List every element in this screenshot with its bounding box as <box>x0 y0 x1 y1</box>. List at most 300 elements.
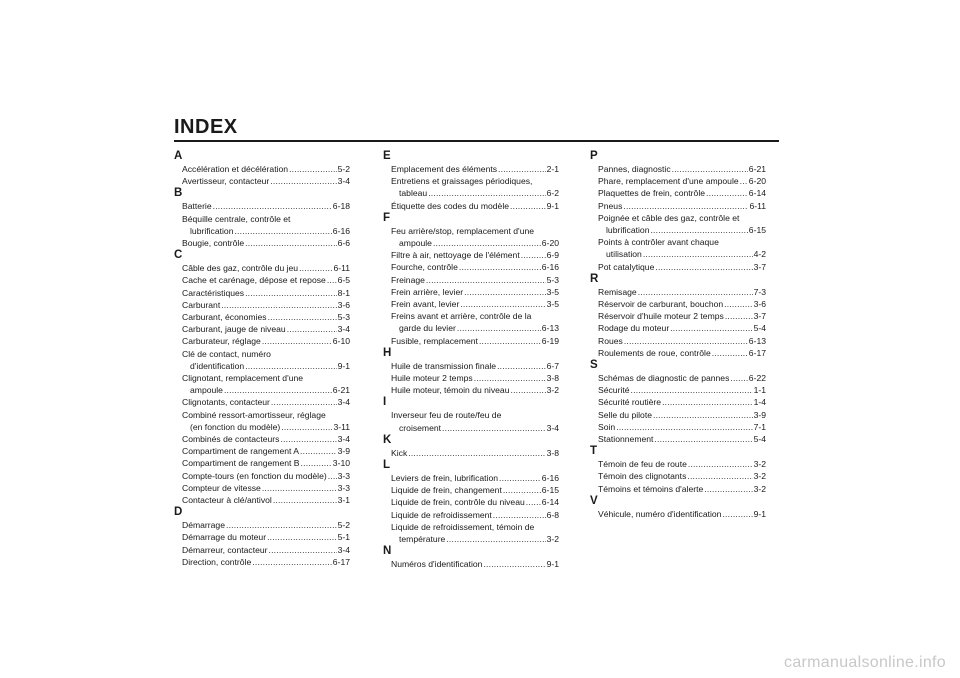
leader-dots <box>300 445 337 457</box>
page-number: 5-2 <box>337 164 350 174</box>
leader-dots <box>328 470 337 482</box>
leader-dots <box>281 421 332 433</box>
entry-text: Témoin de feu de route <box>598 459 687 470</box>
entry-text: croisement <box>399 422 442 433</box>
leader-dots <box>499 472 541 484</box>
leader-dots <box>624 335 748 347</box>
leader-dots <box>289 163 337 175</box>
page-title: INDEX <box>174 116 238 138</box>
index-entry <box>590 286 766 298</box>
page-number: 3-4 <box>337 434 350 445</box>
entry-text: Numéros d'identification <box>391 559 483 570</box>
entry-text: Compteur de vitesse <box>182 482 261 493</box>
leader-dots <box>474 372 546 384</box>
page-number: 3-4 <box>337 324 350 335</box>
entry-text: Leviers de frein, lubrification <box>391 473 498 484</box>
entry-text: Entretiens et graissages périodiques, <box>391 176 533 187</box>
index-entry <box>590 458 766 470</box>
index-entry <box>590 421 766 433</box>
page-number: 3-9 <box>337 446 350 457</box>
leader-dots <box>521 249 546 261</box>
entry-text: garde du levier <box>399 323 456 334</box>
index-column-3 <box>590 150 766 520</box>
leader-dots <box>271 396 337 408</box>
index-section <box>590 359 766 445</box>
leader-dots <box>638 286 753 298</box>
index-entry <box>383 372 559 384</box>
page-number: 3-6 <box>337 299 350 310</box>
entry-text: Phare, remplacement d'une ampoule <box>598 176 739 187</box>
entry-text: Véhicule, numéro d'identification <box>598 508 722 519</box>
index-entry <box>174 323 350 335</box>
page-number: 6-16 <box>332 225 350 236</box>
page-number: 3-10 <box>332 458 350 469</box>
leader-dots <box>643 248 753 260</box>
index-entry <box>383 225 559 249</box>
page-number: 5-4 <box>753 434 766 445</box>
index-column-2 <box>383 150 559 570</box>
entry-text: Carburateur, réglage <box>182 336 261 347</box>
section-letter: D <box>174 506 183 519</box>
leader-dots <box>460 298 545 310</box>
index-entry <box>383 298 559 310</box>
section-letter: A <box>174 150 183 162</box>
page-number: 6-20 <box>748 176 766 187</box>
leader-dots <box>457 322 541 334</box>
leader-dots <box>687 470 752 482</box>
page-number: 8-1 <box>337 287 350 298</box>
page-number: 9-1 <box>546 559 559 570</box>
entry-text: Avertisseur, contacteur <box>182 176 270 187</box>
page-number: 6-8 <box>546 509 559 520</box>
entry-text: Cache et carénage, dépose et repose <box>182 275 326 286</box>
leader-dots <box>408 447 545 459</box>
index-section <box>174 150 350 187</box>
entry-text: Filtre à air, nettoyage de l'élément <box>391 250 520 261</box>
index-entry <box>383 447 559 459</box>
index-entry <box>174 372 350 396</box>
index-entry <box>174 531 350 543</box>
index-entry <box>590 163 766 175</box>
index-entry <box>383 163 559 175</box>
index-entry <box>590 409 766 421</box>
page-number: 3-5 <box>546 286 559 297</box>
page-number: 6-16 <box>541 262 559 273</box>
leader-dots <box>273 494 337 506</box>
entry-text: Plaquettes de frein, contrôle <box>598 188 706 199</box>
page-number: 6-22 <box>748 373 766 384</box>
leader-dots <box>510 200 546 212</box>
index-section <box>383 396 559 433</box>
index-entry <box>383 274 559 286</box>
entry-text: lubrification <box>606 225 650 236</box>
page-number: 3-4 <box>337 544 350 555</box>
index-entry <box>383 335 559 347</box>
leader-dots <box>483 558 545 570</box>
page-number: 3-4 <box>337 397 350 408</box>
entry-text: Bougie, contrôle <box>182 238 245 249</box>
leader-dots <box>299 262 332 274</box>
page-number: 3-2 <box>753 471 766 482</box>
entry-text: Carburant, économies <box>182 312 267 323</box>
leader-dots <box>688 458 753 470</box>
leader-dots <box>479 335 541 347</box>
leader-dots <box>262 335 332 347</box>
entry-text: Freins avant et arrière, contrôle de la <box>391 311 532 322</box>
leader-dots <box>268 311 337 323</box>
entry-text: Carburant, jauge de niveau <box>182 324 286 335</box>
entry-text: température <box>399 534 446 545</box>
page-number: 6-17 <box>748 347 766 358</box>
leader-dots <box>426 274 546 286</box>
entry-text: Inverseur feu de route/feu de <box>391 410 502 421</box>
section-letter: I <box>383 396 387 409</box>
index-entry <box>174 274 350 286</box>
page-number: 3-1 <box>337 495 350 506</box>
entry-text: Béquille centrale, contrôle et <box>182 213 291 224</box>
entry-text: Clignotant, remplacement d'une <box>182 373 304 384</box>
leader-dots <box>262 482 337 494</box>
page-number: 3-2 <box>546 534 559 545</box>
entry-text: Selle du pilote <box>598 409 652 420</box>
entry-text: Démarrage du moteur <box>182 532 267 543</box>
index-entry <box>383 286 559 298</box>
page-number: 9-1 <box>753 508 766 519</box>
entry-text: Carburant <box>182 299 221 310</box>
page-number: 6-14 <box>748 188 766 199</box>
entry-text: Réservoir de carburant, bouchon <box>598 299 724 310</box>
leader-dots <box>510 384 545 396</box>
leader-dots <box>327 274 337 286</box>
leader-dots <box>616 421 752 433</box>
section-letter: L <box>383 459 391 472</box>
entry-text: Roues <box>598 335 623 346</box>
index-section <box>174 187 350 249</box>
section-letter: B <box>174 187 183 200</box>
page-number: 3-3 <box>337 470 350 481</box>
index-section <box>383 545 559 570</box>
page-number: 6-13 <box>541 323 559 334</box>
index-section <box>174 506 350 568</box>
index-entry <box>383 558 559 570</box>
page-number: 1-4 <box>753 397 766 408</box>
index-entry <box>383 310 559 334</box>
entry-text: Réservoir d'huile moteur 2 temps <box>598 311 724 322</box>
index-section <box>590 495 766 520</box>
leader-dots <box>245 360 336 372</box>
entry-text: Poignée et câble des gaz, contrôle et <box>598 212 740 223</box>
entry-text: Fusible, remplacement <box>391 335 478 346</box>
entry-text: Combinés de contacteurs <box>182 434 280 445</box>
page-number: 3-4 <box>546 422 559 433</box>
index-entry <box>383 384 559 396</box>
page-number: 3-2 <box>546 385 559 396</box>
index-entry <box>590 433 766 445</box>
leader-dots <box>269 544 337 556</box>
index-entry <box>590 470 766 482</box>
page-number: 6-13 <box>748 335 766 346</box>
index-entry <box>174 200 350 212</box>
index-entry <box>174 433 350 445</box>
entry-text: Étiquette des codes du modèle <box>391 200 510 211</box>
index-entry <box>383 249 559 261</box>
leader-dots <box>650 224 747 236</box>
leader-dots <box>526 496 541 508</box>
page-number: 5-3 <box>337 312 350 323</box>
index-entry <box>174 409 350 433</box>
entry-text: Sécurité <box>598 385 630 396</box>
page-number: 6-5 <box>337 275 350 286</box>
index-entry <box>174 482 350 494</box>
index-entry <box>590 310 766 322</box>
entry-text: Compte-tours (en fonction du modèle) <box>182 470 327 481</box>
page-number: 6-10 <box>332 336 350 347</box>
page-number: 6-6 <box>337 238 350 249</box>
page-number: 3-2 <box>753 483 766 494</box>
leader-dots <box>503 484 541 496</box>
index-entry <box>174 311 350 323</box>
page-number: 3-8 <box>546 447 559 458</box>
index-entry <box>383 521 559 545</box>
entry-text: Soin <box>598 421 616 432</box>
page-number: 2-1 <box>546 164 559 174</box>
index-entry <box>383 496 559 508</box>
index-entry <box>590 335 766 347</box>
index-section <box>174 249 350 506</box>
entry-text: Schémas de diagnostic de pannes <box>598 373 730 384</box>
page-number: 6-7 <box>546 360 559 371</box>
entry-text: Liquide de refroidissement <box>391 509 492 520</box>
entry-text: Clé de contact, numéro <box>182 348 271 359</box>
entry-text: Compartiment de rangement B <box>182 458 300 469</box>
page-number: 4-2 <box>753 249 766 260</box>
index-entry <box>174 348 350 372</box>
index-entry <box>590 508 766 520</box>
entry-text: Accélération et décélération <box>182 164 289 174</box>
index-entry <box>174 556 350 568</box>
leader-dots <box>428 187 545 199</box>
entry-text: Points à contrôler avant chaque <box>598 237 719 248</box>
index-section <box>383 459 559 545</box>
entry-text: Roulements de roue, contrôle <box>598 347 711 358</box>
section-letter: P <box>590 150 598 162</box>
entry-text: Liquide de refroidissement, témoin de <box>391 521 535 532</box>
index-column-1 <box>174 150 350 568</box>
page-number: 5-4 <box>753 323 766 334</box>
leader-dots <box>497 360 545 372</box>
leader-dots <box>252 556 332 568</box>
page-number: 3-9 <box>753 409 766 420</box>
index-entry <box>174 335 350 347</box>
index-section <box>590 273 766 359</box>
entry-text: Freinage <box>391 274 425 285</box>
index-entry <box>590 483 766 495</box>
entry-text: Démarreur, contacteur <box>182 544 268 555</box>
index-section <box>383 150 559 212</box>
index-entry <box>174 175 350 187</box>
leader-dots <box>459 261 541 273</box>
entry-text: Liquide de frein, contrôle du niveau <box>391 497 525 508</box>
index-entry <box>590 261 766 273</box>
page-number: 3-4 <box>337 176 350 187</box>
entry-text: Direction, contrôle <box>182 556 252 567</box>
index-entry <box>174 494 350 506</box>
page-number: 6-21 <box>332 385 350 396</box>
page-number: 6-16 <box>541 473 559 484</box>
leader-dots <box>670 322 752 334</box>
index-entry <box>590 372 766 384</box>
leader-dots <box>493 509 546 521</box>
leader-dots <box>623 200 748 212</box>
entry-text: Huile de transmission finale <box>391 360 497 371</box>
page-number: 6-15 <box>748 225 766 236</box>
index-entry <box>590 396 766 408</box>
page-number: 6-14 <box>541 497 559 508</box>
entry-text: Sécurité routière <box>598 397 662 408</box>
index-section <box>590 150 766 273</box>
entry-text: Rodage du moteur <box>598 323 670 334</box>
leader-dots <box>655 261 752 273</box>
index-entry <box>174 457 350 469</box>
page-number: 3-3 <box>337 482 350 493</box>
entry-text: utilisation <box>606 249 642 260</box>
page-number: 9-1 <box>337 360 350 371</box>
page-number: 3-6 <box>753 299 766 310</box>
entry-text: Démarrage <box>182 520 225 531</box>
section-letter: V <box>590 494 598 507</box>
page-number: 6-15 <box>541 485 559 496</box>
leader-dots <box>740 175 748 187</box>
leader-dots <box>234 225 331 237</box>
leader-dots <box>498 163 546 175</box>
title-rule <box>174 140 779 142</box>
entry-text: Clignotants, contacteur <box>182 397 270 408</box>
index-section <box>383 434 559 459</box>
leader-dots <box>433 237 541 249</box>
page-number: 3-11 <box>333 421 350 432</box>
leader-dots <box>653 409 753 421</box>
section-letter: T <box>590 445 598 458</box>
index-entry <box>590 322 766 334</box>
entry-text: Emplacement des éléments <box>391 164 498 174</box>
entry-text: Kick <box>391 447 408 458</box>
leader-dots <box>267 531 337 543</box>
entry-text: Remisage <box>598 286 637 297</box>
page-number: 5-2 <box>337 520 350 531</box>
entry-text: d'identification <box>190 360 245 371</box>
page-number: 5-1 <box>337 532 350 543</box>
entry-text: Huile moteur, témoin du niveau <box>391 385 510 396</box>
entry-text: ampoule <box>190 385 223 396</box>
leader-dots <box>722 508 752 520</box>
page-number: 3-8 <box>546 373 559 384</box>
leader-dots <box>446 533 545 545</box>
entry-text: Pneus <box>598 200 623 211</box>
section-letter: C <box>174 249 183 262</box>
index-entry <box>174 470 350 482</box>
leader-dots <box>464 286 545 298</box>
leader-dots <box>221 299 336 311</box>
entry-text: Compartiment de rangement A <box>182 446 300 457</box>
index-entry <box>590 200 766 212</box>
entry-text: Caractéristiques <box>182 287 245 298</box>
page-number: 6-11 <box>749 200 766 211</box>
leader-dots <box>730 372 747 384</box>
leader-dots <box>213 200 332 212</box>
entry-text: (en fonction du modèle) <box>190 421 281 432</box>
entry-text: Feu arrière/stop, remplacement d'une <box>391 225 535 236</box>
entry-text: Pannes, diagnostic <box>598 164 671 174</box>
leader-dots <box>245 287 336 299</box>
leader-dots <box>224 384 332 396</box>
leader-dots <box>704 483 752 495</box>
index-entry <box>383 484 559 496</box>
index-entry <box>383 360 559 372</box>
entry-text: lubrification <box>190 225 234 236</box>
section-letter: K <box>383 433 392 446</box>
leader-dots <box>662 396 753 408</box>
index-entry <box>174 287 350 299</box>
index-entry <box>174 213 350 237</box>
leader-dots <box>724 298 752 310</box>
entry-text: Combiné ressort-amortisseur, réglage <box>182 409 326 420</box>
page-number: 6-20 <box>541 238 559 249</box>
entry-text: Pot catalytique <box>598 261 655 272</box>
leader-dots <box>654 433 752 445</box>
index-entry <box>174 519 350 531</box>
page-number: 6-9 <box>546 250 559 261</box>
watermark: carmanualsonline.info <box>784 654 946 671</box>
section-letter: R <box>590 272 599 285</box>
index-section <box>383 347 559 397</box>
entry-text: Frein avant, levier <box>391 299 460 310</box>
section-letter: N <box>383 545 392 558</box>
entry-text: Câble des gaz, contrôle du jeu <box>182 263 299 274</box>
entry-text: Témoin des clignotants <box>598 471 687 482</box>
page-number: 6-18 <box>332 201 350 212</box>
index-entry <box>383 261 559 273</box>
index-entry <box>383 472 559 484</box>
page-number: 3-7 <box>753 261 766 272</box>
index-entry <box>383 200 559 212</box>
leader-dots <box>301 457 332 469</box>
index-entry <box>590 384 766 396</box>
leader-dots <box>245 237 336 249</box>
page-number: 7-1 <box>753 421 766 432</box>
index-entry <box>590 347 766 359</box>
index-entry <box>383 175 559 199</box>
leader-dots <box>287 323 337 335</box>
section-letter: E <box>383 150 391 162</box>
index-entry <box>590 236 766 260</box>
index-section <box>590 445 766 495</box>
section-letter: S <box>590 359 598 372</box>
entry-text: Témoins et témoins d'alerte <box>598 483 704 494</box>
page-number: 7-3 <box>753 286 766 297</box>
page-number: 6-21 <box>748 164 766 174</box>
entry-text: Fourche, contrôle <box>391 262 458 273</box>
section-letter: F <box>383 211 391 224</box>
index-entry <box>174 237 350 249</box>
index-entry <box>174 163 350 175</box>
index-entry <box>174 544 350 556</box>
leader-dots <box>280 433 336 445</box>
page-number: 6-19 <box>541 335 559 346</box>
entry-text: ampoule <box>399 238 432 249</box>
entry-text: Contacteur à clé/antivol <box>182 495 272 506</box>
leader-dots <box>712 347 748 359</box>
page-number: 3-5 <box>546 299 559 310</box>
